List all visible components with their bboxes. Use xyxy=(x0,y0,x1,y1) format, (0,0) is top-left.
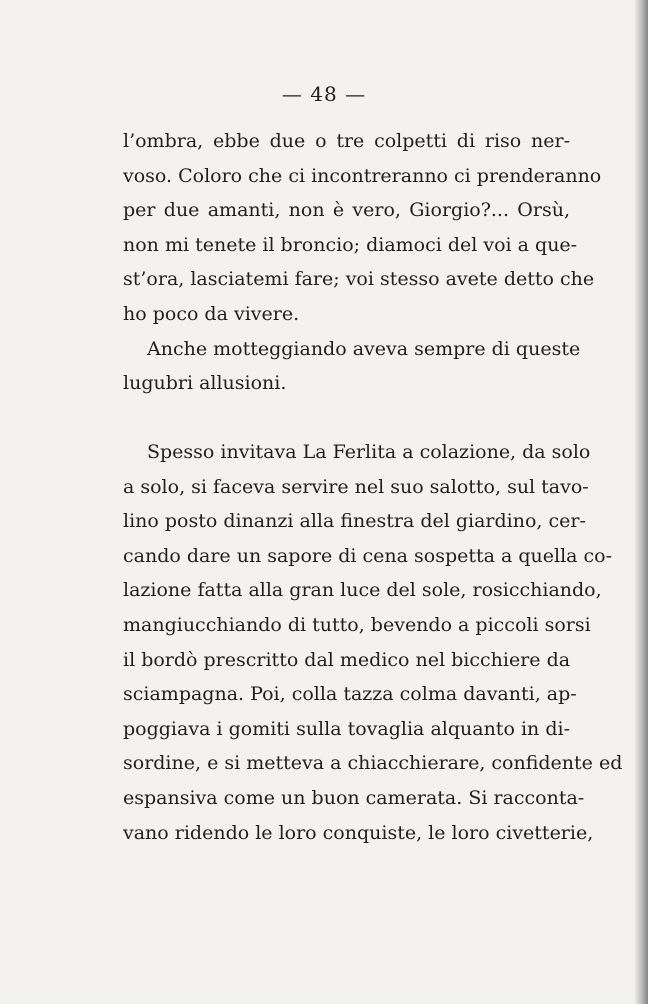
text-line: sordine, e si metteva a chiacchierare, confidente ed xyxy=(123,752,623,775)
text-line: lugubri allusioni. xyxy=(123,372,287,395)
text-line: poggiava i gomiti sulla tovaglia alquanto in di- xyxy=(123,717,570,740)
page-number: — 48 — xyxy=(281,82,367,106)
text-line: a solo, si faceva servire nel suo salotto, sul tavo- xyxy=(123,475,589,498)
text-line: il bordò prescritto dal medico nel bicchiere da xyxy=(123,648,571,671)
text-line: per due amanti, non è vero, Giorgio?... Orsù, xyxy=(123,199,570,222)
text-line: lino posto dinanzi alla finestra del giardino, cer- xyxy=(123,510,586,533)
text-line: voso. Coloro che ci incontreranno ci prenderanno xyxy=(123,164,602,187)
text-line: vano ridendo le loro conquiste, le loro civetterie, xyxy=(123,821,594,844)
text-line: lazione fatta alla gran luce del sole, rosicchiando, xyxy=(123,579,602,602)
text-line: cando dare un sapore di cena sospetta a quella co- xyxy=(123,544,613,567)
text-line: Anche motteggiando aveva sempre di queste xyxy=(147,337,581,360)
text-line: st’ora, lasciatemi fare; voi stesso avete detto che xyxy=(123,268,595,291)
text-block-top xyxy=(123,124,602,401)
text-line: l’ombra, ebbe due o tre colpetti di riso ner- xyxy=(123,130,570,152)
text-line: espansiva come un buon camerata. Si racconta- xyxy=(123,786,585,809)
text-line: non mi tenete il broncio; diamoci del voi a que- xyxy=(123,233,578,256)
text-line: mangiucchiando di tutto, bevendo a piccoli sorsi xyxy=(123,613,591,636)
text-line: Spesso invitava La Ferlita a colazione, da solo xyxy=(147,441,591,463)
text-block-bottom xyxy=(123,435,623,850)
text-line: ho poco da vivere. xyxy=(123,302,300,325)
text-line: sciampagna. Poi, colla tazza colma davanti, ap- xyxy=(123,683,577,706)
